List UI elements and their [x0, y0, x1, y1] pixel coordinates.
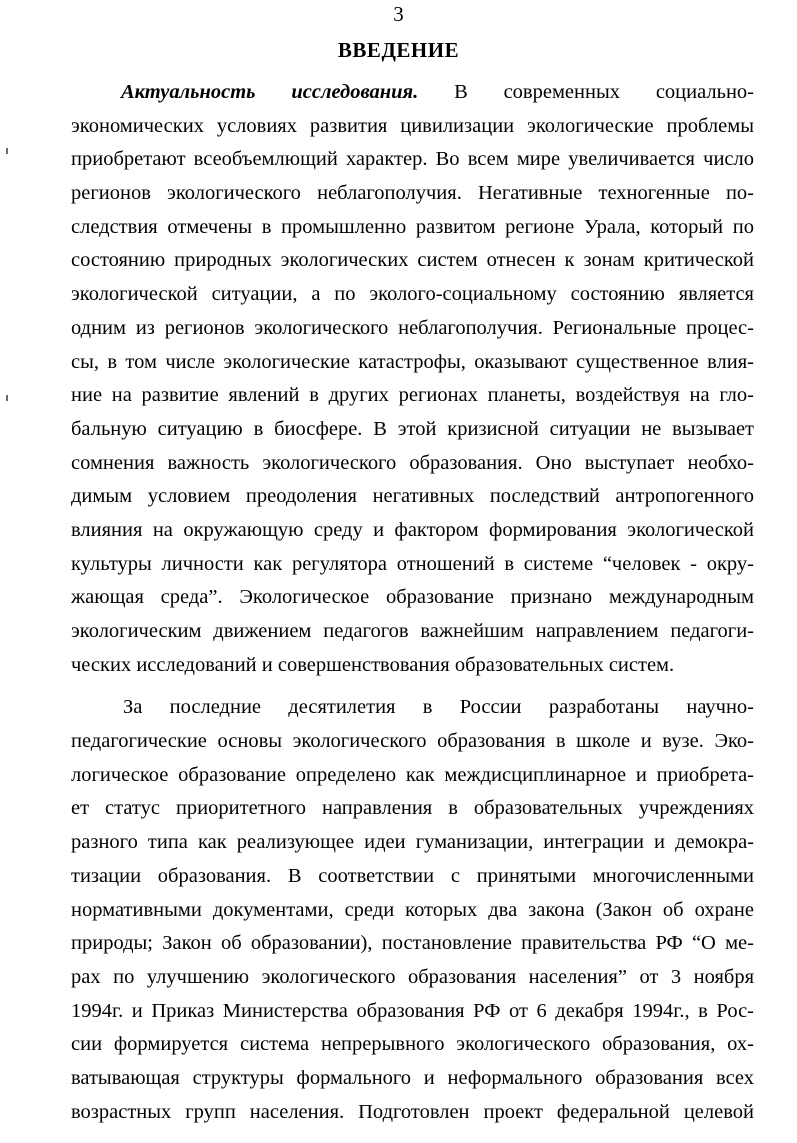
margin-scan-mark [6, 395, 8, 401]
text-line: регионов экологического неблагополучия. Негативные техногенные по- [71, 182, 754, 205]
text-line: экологической ситуации, а по эколого-социальному состоянию является [71, 283, 754, 306]
paragraph-relevance [71, 76, 754, 682]
text-line: природы; Закон об образовании), постановление правительства РФ “О ме- [71, 932, 754, 955]
text-line: ческих исследований и совершенствования образовательных систем. [71, 653, 675, 676]
text-line: димым условием преодоления негативных последствий антропогенного [71, 485, 754, 508]
text-line: ватывающая структуры формального и неформального образования всех [71, 1066, 754, 1089]
text-line: бальную ситуацию в биосфере. В этой кризисной ситуации не вызывает [71, 417, 754, 440]
text-line: 1994г. и Приказ Министерства образования РФ от 6 декабря 1994г., в Рос- [71, 999, 754, 1022]
text-line: следствия отмечены в промышленно развитом регионе Урала, который по [71, 215, 754, 238]
text-line: педагогические основы экологического образования в школе и вузе. Эко- [71, 730, 754, 753]
paragraph-russia-development [71, 691, 754, 1129]
text-line: рах по улучшению экологического образования населения” от 3 ноября [71, 965, 754, 988]
text-line: экологическим движением педагогов важнейшим направлением педагоги- [71, 620, 754, 642]
text-line: экономических условиях развития цивилизации экологические проблемы [71, 114, 754, 137]
text-line: ет статус приоритетного направления в образовательных учреждениях [71, 797, 754, 820]
margin-scan-mark [6, 148, 8, 154]
text-line: разного типа как реализующее идеи гуманизации, интеграции и демокра- [71, 831, 754, 854]
text-line-content: В современных социально- [454, 81, 755, 103]
text-line: ние на развитие явлений в других регионах планеты, воздействуя на гло- [71, 384, 754, 407]
text-line: одним из регионов экологического неблагополучия. Региональные процес- [71, 316, 754, 339]
section-heading: ВВЕДЕНИЕ [337, 38, 460, 62]
text-line: состоянию природных экологических систем отнесен к зонам критической [71, 249, 754, 272]
relevance-label: Актуальность исследования. [121, 81, 419, 103]
text-line: приобретают всеобъемлющий характер. Во всем мире увеличивается число [71, 148, 754, 171]
text-line: За последние десятилетия в России разработаны научно- [123, 696, 754, 719]
text-line: влияния на окружающую среду и фактором формирования экологической [71, 518, 754, 541]
text-line: культуры личности как регулятора отношений в системе “человек - окру- [71, 552, 754, 575]
text-line: тизации образования. В соответствии с принятыми многочисленными [71, 864, 754, 887]
text-line: нормативными документами, среди которых два закона (Закон об охране [71, 898, 754, 921]
text-line [71, 76, 754, 110]
text-line: возрастных групп населения. Подготовлен проект федеральной целевой [71, 1100, 754, 1123]
page-number: 3 [393, 2, 404, 26]
text-line: сомнения важность экологического образования. Оно выступает необхо- [71, 451, 754, 474]
text-line: сы, в том числе экологические катастрофы, оказывают существенное влия- [71, 350, 754, 373]
text-line: жающая среда”. Экологическое образование признано международным [71, 586, 754, 609]
text-line: логическое образование определено как междисциплинарное и приобрета- [71, 763, 754, 786]
text-line: сии формируется система непрерывного экологического образования, ох- [71, 1033, 754, 1056]
body-text [71, 76, 754, 1129]
